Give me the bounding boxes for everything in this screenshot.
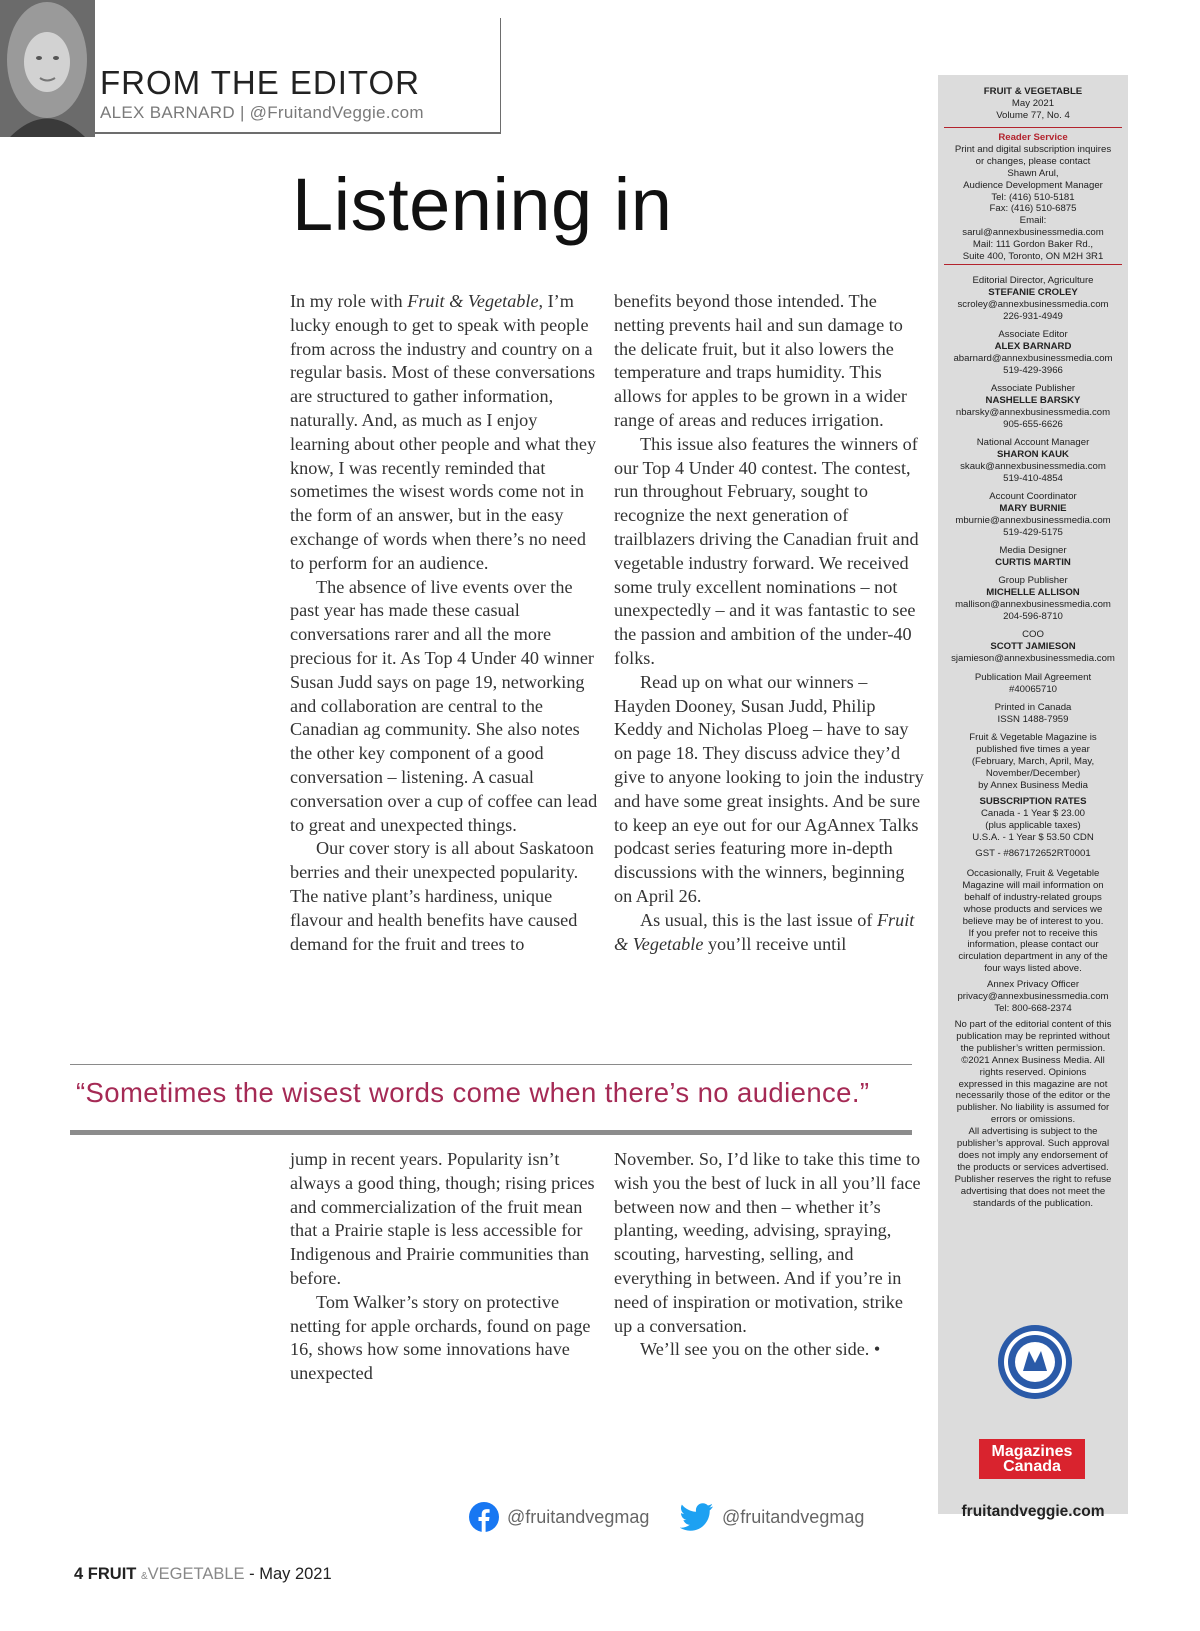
text-line: November/December) xyxy=(985,767,1081,779)
text-line: Publisher reserves the right to refuse xyxy=(954,1173,1112,1185)
text-line: Fax: (416) 510-6875 xyxy=(989,203,1077,215)
paragraph: The absence of live events over the past year has made these casual conversations rarer and all the more precious for it. As Top 4 Under 40 winner Susan Judd says on page 19, networking and collaboration are central to the Canadian ag community. She also notes the other key component of a good conversation – listening. A casual conversation over a cup of coffee can lead to great and unexpected things. xyxy=(290,576,598,835)
paragraph: jump in recent years. Popularity isn’t always a good thing, though; rising prices and commercialization of the fruit mean that a Prairie staple is less accessible for Indigenous and Prairie communities than before. xyxy=(290,1149,595,1288)
footer-vegetable: VEGETABLE xyxy=(147,1565,245,1583)
masthead-sidebar xyxy=(938,75,1128,1520)
facebook-icon xyxy=(469,1502,499,1532)
staff-phone: 226-931-4949 xyxy=(1003,310,1063,322)
text-line: Print and digital subscription inquires xyxy=(954,143,1112,155)
text-line: or changes, please contact xyxy=(975,155,1091,167)
paragraph: Tom Walker’s story on protective netting for apple orchards, found on page 16, shows how some innovations have unexpected xyxy=(290,1291,591,1384)
text-line: whose products and services we xyxy=(963,903,1103,915)
paragraph: November. So, I’d like to take this time to wish you the best of luck in all you’ll face between now and then – whether it’s planting, weeding, advising, spraying, scouting, harvesting, selling, and everything in between. And if you’re in need of inspiration or motivation, strike up a conversation. xyxy=(614,1149,921,1336)
logo-line: Magazines xyxy=(991,1443,1073,1460)
legal-notice xyxy=(938,1019,1128,1210)
text-line: Email: xyxy=(1019,215,1047,227)
staff-name: ALEX BARNARD xyxy=(994,340,1072,352)
text-line: If you prefer not to receive this xyxy=(968,927,1098,939)
text-line: No part of the editorial content of this xyxy=(954,1019,1112,1030)
staff-email: nbarsky@annexbusinessmedia.com xyxy=(955,406,1111,418)
staff-role: Associate Editor xyxy=(998,329,1068,340)
gst-number: GST - #867172652RT0001 xyxy=(975,848,1091,859)
staff-phone: 519-429-5175 xyxy=(1003,526,1063,538)
staff-name: STEFANIE CROLEY xyxy=(988,286,1078,298)
privacy-officer xyxy=(938,979,1128,1015)
paragraph: We’ll see you on the other side. • xyxy=(640,1339,881,1360)
text-line: sarul@annexbusinessmedia.com xyxy=(962,227,1104,239)
staff-name: MARY BURNIE xyxy=(999,502,1067,514)
text-line: Audience Development Manager xyxy=(963,179,1103,191)
text-line: the publisher’s written permission. xyxy=(960,1042,1106,1054)
staff-phone: 519-429-3966 xyxy=(1003,364,1063,376)
text-line: Occasionally, Fruit & Vegetable xyxy=(966,868,1100,879)
text-line: All advertising is subject to the xyxy=(968,1126,1098,1138)
text-line: (February, March, April, May, xyxy=(971,755,1095,767)
staff-role: National Account Manager xyxy=(976,437,1090,448)
text-line: Mail: 111 Gordon Baker Rd., xyxy=(972,239,1094,251)
publication-frequency xyxy=(938,732,1128,792)
page-number: 4 xyxy=(74,1565,84,1583)
publication-mail xyxy=(938,672,1128,696)
article-column-3 xyxy=(290,1148,600,1386)
section-kicker: FROM THE EDITOR xyxy=(100,64,420,101)
mailing-notice xyxy=(938,868,1128,975)
staff-phone: 519-410-4854 xyxy=(1003,472,1063,484)
staff-name: MICHELLE ALLISON xyxy=(986,586,1080,598)
paragraph: Our cover story is all about Saskatoon berries and their unexpected popularity. The native plant’s hardiness, unique flavour and health benefits have caused demand for the fruit and trees to xyxy=(290,838,594,954)
staff-role: Editorial Director, Agriculture xyxy=(972,275,1094,286)
masthead-date: May 2021 xyxy=(1011,97,1055,109)
staff-role: Group Publisher xyxy=(998,575,1068,586)
text-line: Tel: (416) 510-5181 xyxy=(991,191,1075,203)
text-line: Printed in Canada xyxy=(994,702,1072,713)
staff-entry xyxy=(938,575,1128,623)
logo-line: Canada xyxy=(1003,1458,1061,1475)
text-line: (plus applicable taxes) xyxy=(985,819,1081,831)
page-title: Listening in xyxy=(292,163,673,246)
text-line: ISSN 1488-7959 xyxy=(997,713,1069,725)
text-line: Fruit & Vegetable Magazine is xyxy=(969,732,1097,743)
article-column-4 xyxy=(614,1148,924,1362)
text-line: Publication Mail Agreement xyxy=(974,672,1092,683)
staff-entry xyxy=(938,629,1128,665)
text-line: by Annex Business Media xyxy=(978,779,1088,791)
staff-entry xyxy=(938,383,1128,431)
reader-service-block xyxy=(938,132,1128,263)
twitter-icon xyxy=(680,1502,714,1532)
text-line: Suite 400, Toronto, ON M2H 3R1 xyxy=(962,251,1104,263)
editor-photo xyxy=(0,0,95,137)
text-line: publication may be reprinted without xyxy=(956,1030,1110,1042)
pullquote-rule-top xyxy=(70,1064,912,1065)
staff-entry xyxy=(938,329,1128,377)
text-line: the products or services advertised. xyxy=(957,1161,1109,1173)
sidebar-divider xyxy=(944,264,1122,265)
text-line: published five times a year xyxy=(976,743,1090,755)
text-line: believe may be of interest to you. xyxy=(962,915,1104,927)
facebook-handle-text: @fruitandvegmag xyxy=(507,1506,650,1527)
text-line: advertising that does not meet the xyxy=(960,1185,1106,1197)
staff-email: abarnard@annexbusinessmedia.com xyxy=(953,352,1113,364)
text-line: privacy@annexbusinessmedia.com xyxy=(957,990,1109,1002)
text-line: Shawn Arul, xyxy=(1007,167,1059,179)
paragraph: This issue also features the winners of our Top 4 Under 40 contest. The contest, run throughout February, sought to recognize the next generation of trailblazers driving the Canadian fruit and vegetable industry forward. We received some truly excellent nominations – not unexpectedly – and it was fantastic to see the passion and ambition of the under-40 folks. xyxy=(614,433,919,668)
byline: ALEX BARNARD | @FruitandVeggie.com xyxy=(100,103,424,122)
staff-role: COO xyxy=(1022,629,1044,640)
masthead-volume: Volume 77, No. 4 xyxy=(996,109,1070,121)
footer-amp: & xyxy=(140,1571,148,1582)
pull-quote: “Sometimes the wisest words come when there’s no audience.” xyxy=(76,1077,870,1108)
staff-name: CURTIS MARTIN xyxy=(995,556,1071,568)
staff-role: Account Coordinator xyxy=(989,491,1077,502)
paragraph: As usual, this is the last issue of Fruit & Vegetable you’ll receive until xyxy=(614,909,915,954)
staff-phone: 204-596-8710 xyxy=(1003,610,1063,622)
text-line: ©2021 Annex Business Media. All xyxy=(961,1054,1105,1066)
printed-in xyxy=(938,702,1128,726)
text-line: errors or omissions. xyxy=(990,1114,1076,1126)
text-line: information, please contact our xyxy=(967,939,1099,951)
staff-email: mburnie@annexbusinessmedia.com xyxy=(955,514,1111,526)
staff-email: mallison@annexbusinessmedia.com xyxy=(955,598,1111,610)
staff-entry xyxy=(938,275,1128,323)
article-column-2 xyxy=(614,290,924,956)
sidebar-divider xyxy=(944,127,1122,128)
text-line: U.S.A. - 1 Year $ 53.50 CDN xyxy=(972,831,1094,843)
text-line: rights reserved. Opinions xyxy=(979,1066,1087,1078)
staff-phone: 905-655-6626 xyxy=(1003,418,1063,430)
text-line: Magazine will mail information on xyxy=(962,879,1104,891)
staff-entry xyxy=(938,437,1128,485)
staff-email: sjamieson@annexbusinessmedia.com xyxy=(951,652,1115,664)
staff-role: Associate Publisher xyxy=(990,383,1076,394)
header-horizontal-rule xyxy=(95,132,501,134)
staff-entry xyxy=(938,545,1128,569)
staff-email: skauk@annexbusinessmedia.com xyxy=(960,460,1106,472)
paragraph: In my role with Fruit & Vegetable, I’m lucky enough to get to speak with people from across the industry and country on a regular basis. Most of these conversations are structured to gather information, naturally. And, as much as I enjoy learning about other people and what they know, I was recently reminded that sometimes the wisest words come not in the form of an answer, but in the easy exchange of words when there’s no need to perform for an audience. xyxy=(290,291,597,573)
masthead-title-block xyxy=(938,86,1128,122)
paragraph: benefits beyond those intended. The netting prevents hail and sun damage to the delicate fruit, but it also lowers the temperature and traps humidity. This allows for apples to be grown in a wider range of areas and reduces irrigation. xyxy=(614,291,907,430)
header-vertical-rule xyxy=(500,18,501,134)
text-line: standards of the publication. xyxy=(972,1197,1093,1209)
text-line: behalf of industry-related groups xyxy=(964,891,1102,903)
staff-name: SCOTT JAMIESON xyxy=(990,640,1076,652)
footer-date: - May 2021 xyxy=(244,1565,332,1583)
text-line: Canada - 1 Year $ 23.00 xyxy=(980,807,1086,819)
staff-name: NASHELLE BARSKY xyxy=(985,394,1081,406)
page-footer xyxy=(74,1565,332,1584)
website-link[interactable]: fruitandveggie.com xyxy=(961,1503,1105,1520)
staff-email: scroley@annexbusinessmedia.com xyxy=(957,298,1109,310)
circulation-seal-icon xyxy=(996,1323,1074,1401)
text-line: does not imply any endorsement of xyxy=(958,1149,1108,1161)
text-line: Annex Privacy Officer xyxy=(986,979,1080,990)
text-line: Tel: 800-668-2374 xyxy=(994,1002,1072,1014)
subscription-rates xyxy=(938,796,1128,844)
text-line: #40065710 xyxy=(1008,683,1058,695)
subscription-heading: SUBSCRIPTION RATES xyxy=(979,796,1087,807)
paragraph: Read up on what our winners – Hayden Dooney, Susan Judd, Philip Keddy and Nicholas Ploeg – have to say on page 18. They discuss advice they’d give to anyone looking to join the industry and have some great insights. And be sure to keep an eye out for our AgAnnex Talks podcast series featuring more in-depth discussions with the winners, beginning on April 26. xyxy=(614,671,924,906)
text-line: publisher. No liability is assumed for xyxy=(956,1102,1110,1114)
twitter-handle-text: @fruitandvegmag xyxy=(722,1506,865,1527)
text-line: publisher’s approval. Such approval xyxy=(956,1138,1110,1150)
text-line: expressed in this magazine are not xyxy=(958,1078,1108,1090)
facebook-handle[interactable] xyxy=(469,1500,649,1534)
text-line: necessarily those of the editor or the xyxy=(955,1090,1111,1102)
twitter-handle[interactable] xyxy=(680,1500,864,1534)
text-line: four ways listed above. xyxy=(984,963,1082,975)
staff-role: Media Designer xyxy=(999,545,1067,556)
footer-fruit: FRUIT xyxy=(87,1565,137,1583)
reader-service-heading: Reader Service xyxy=(998,132,1068,143)
article-column-1 xyxy=(290,290,600,956)
staff-entry xyxy=(938,491,1128,539)
staff-name: SHARON KAUK xyxy=(997,448,1069,460)
text-line: circulation department in any of the xyxy=(958,951,1108,963)
magazines-canada-logo xyxy=(979,1439,1085,1479)
masthead-title: FRUIT & VEGETABLE xyxy=(983,86,1083,97)
pullquote-rule-bottom xyxy=(70,1130,912,1135)
